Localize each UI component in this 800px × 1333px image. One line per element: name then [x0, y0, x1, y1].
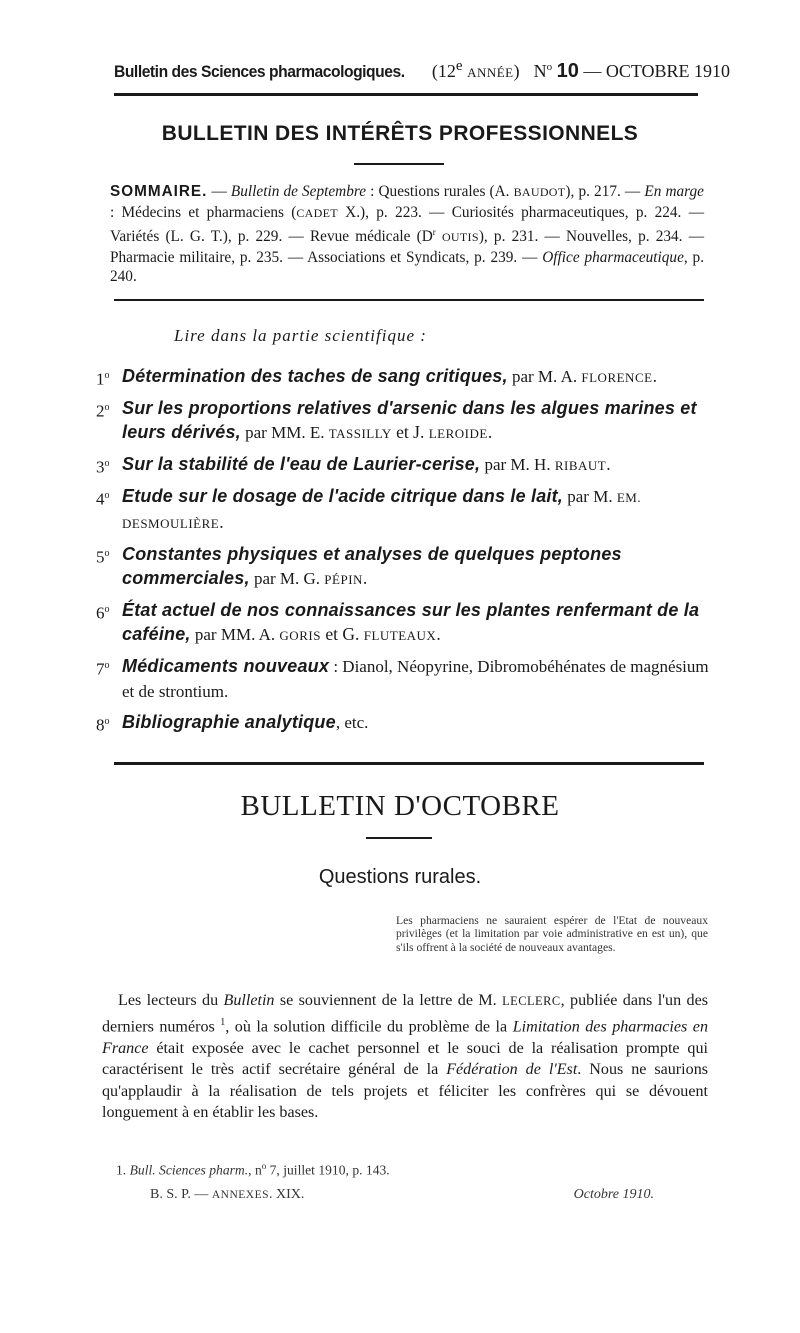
header-rule: [114, 93, 698, 96]
author-name: PÉPIN: [324, 572, 363, 587]
list-item: 2$^o$ Sur les proportions relatives d'arsenic dans les algues marines et leurs dérivés, par MM. E. TASSILLY et J. LEROIDE.: [96, 398, 697, 442]
summary-paragraph: SOMMAIRE. — Bulletin de Septembre : Questions rurales (A. BAUDOT), p. 217. — En marge : Médecins et pharmaciens (CADET X.), p. 223. — Curiosités pharmaceutiques, p. 224. — Variétés (L. G. T.), p. 229. — Revue médicale ($D^r$ OUTIS), p. 231. — Nouvelles, p. 234. — Pharmacie militaire, p. 235. — Associations et Syndicats, p. 239. — Office pharmaceutique, p. 240.: [110, 183, 705, 286]
author-name: FLORENCE: [581, 370, 653, 385]
section-title-rule: [366, 837, 432, 839]
footnote: 1. Bull. Sciences pharm., $n^o$ 7, juillet 1910, p. 143.: [116, 1161, 390, 1178]
author-name: GORIS: [279, 628, 321, 643]
section-rule: [114, 762, 704, 765]
author-name: EM. DESMOULIÈRE: [122, 490, 642, 531]
journal-name: Bulletin des Sciences pharmacologiques.: [114, 62, 405, 81]
article-title: Constantes physiques et analyses de quelques peptones commerciales,: [122, 544, 622, 588]
running-header: [114, 58, 731, 88]
scientific-part-heading: Lire dans la partie scientifique :: [174, 326, 427, 345]
list-item: 5$^o$ Constantes physiques et analyses de quelques peptones commerciales, par M. G. PÉPIN.: [96, 544, 622, 588]
epigraph: Les pharmaciens ne sauraient espérer de l'Etat de nouveaux privilèges (et la limitation par voie administrative en est un), que s'ils offrent à la société de nouveaux avantages.: [396, 914, 708, 954]
list-item: 1$^o$ Détermination des taches de sang critiques, par M. A. FLORENCE.: [96, 366, 657, 389]
author-name: TASSILLY: [328, 426, 392, 441]
article-title: Sur la stabilité de l'eau de Laurier-cerise,: [122, 454, 481, 474]
page-footer: [150, 1187, 654, 1203]
contents-list: [96, 364, 710, 741]
article-title: Bibliographie analytique: [122, 712, 336, 732]
title-rule: [354, 163, 444, 165]
body-paragraph: Les lecteurs du Bulletin se souviennent de la lettre de M. LECLERC, publiée dans l'un des derniers numéros $^1$, où la solution difficile du problème de la Limitation des pharmacies en France était exposée avec le cachet personnel et le souci de la réalisation prompte qui caractérisent le très actif secrétaire général de la Fédération de l'Est. Nous ne saurions qu'applaudir à la réalisation de tels projets et féliciter les confrères qui se dévouent longuement à en établir les bases.: [102, 992, 708, 1121]
footer-signature: B. S. P. — ANNEXES. XIX.: [150, 1187, 305, 1202]
article-title: Médicaments nouveaux: [122, 656, 330, 676]
section-title: BULLETIN D'OCTOBRE: [240, 790, 560, 822]
footer-date: Octobre 1910.: [573, 1187, 654, 1202]
summary-label: SOMMAIRE.: [110, 183, 208, 200]
subsection-title: Questions rurales.: [318, 866, 482, 888]
list-item: 4$^o$ Etude sur le dosage de l'acide citrique dans le lait, par M. EM. DESMOULIÈRE.: [96, 486, 642, 532]
summary-rule: [114, 299, 704, 301]
article-title: Sur les proportions relatives d'arsenic dans les algues marines et leurs dérivés,: [122, 398, 697, 442]
article-title: Etude sur le dosage de l'acide citrique dans le lait,: [122, 486, 564, 506]
issue-number: $N^o$ 10 — OCTOBRE 1910: [533, 60, 731, 82]
author-name: LEROIDE: [428, 426, 488, 441]
author-name: FLUTEAUX: [363, 628, 437, 643]
page-title: BULLETIN DES INTÉRÊTS PROFESSIONNELS: [161, 122, 639, 145]
article-title: Détermination des taches de sang critiques,: [122, 366, 508, 386]
list-item: 3$^o$ Sur la stabilité de l'eau de Laurier-cerise, par M. H. RIBAUT.: [96, 454, 611, 477]
list-item: 7$^o$ Médicaments nouveaux : Dianol, Néopyrine, Dibromobéhénates de magnésium et de strontium.: [96, 656, 709, 701]
list-item: 6$^o$ État actuel de nos connaissances sur les plantes renfermant de la caféine, par MM. A. GORIS et G. FLUTEAUX.: [96, 600, 700, 644]
article-title: État actuel de nos connaissances sur les plantes renfermant de la caféine,: [122, 600, 700, 644]
author-name: RIBAUT: [554, 458, 607, 473]
volume-year: (12e ANNÉE): [431, 58, 520, 81]
footnote-marker: 1: [220, 1017, 226, 1029]
list-item: 8$^o$ Bibliographie analytique, etc.: [96, 712, 369, 735]
